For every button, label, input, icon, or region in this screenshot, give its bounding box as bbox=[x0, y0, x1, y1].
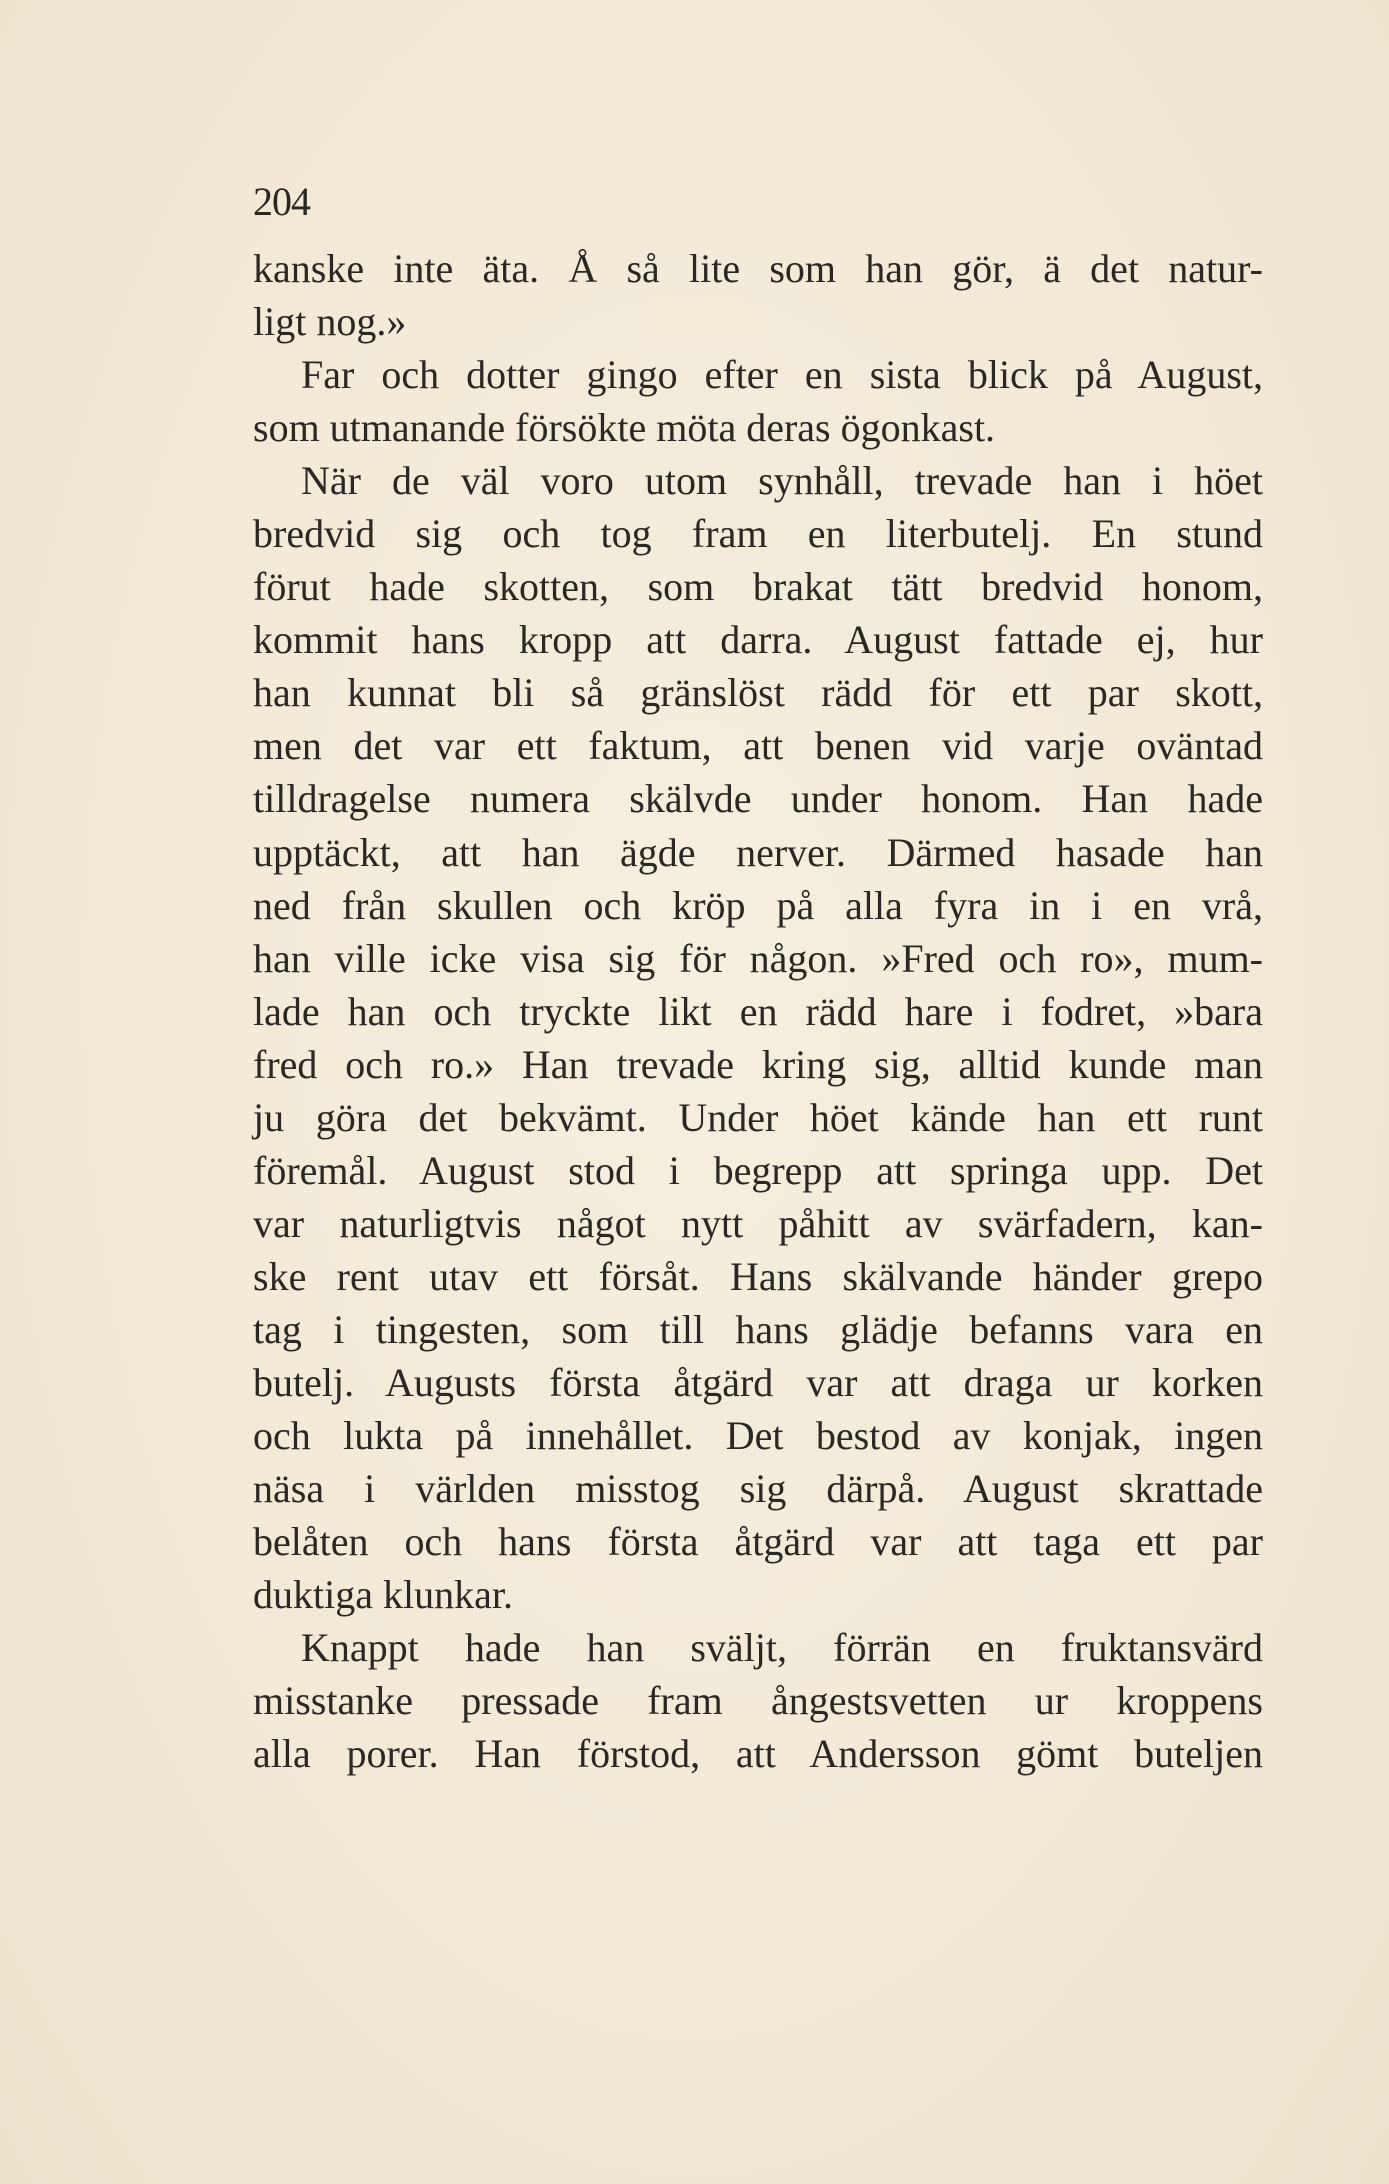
text-line: fred och ro.» Han trevade kring sig, alltid kunde man bbox=[253, 1041, 1263, 1087]
text-line: och lukta på innehållet. Det bestod av konjak, ingen bbox=[253, 1413, 1263, 1459]
text-line: duktiga klunkar. bbox=[253, 1572, 513, 1618]
text-line: alla porer. Han förstod, att Andersson gömt buteljen bbox=[253, 1731, 1263, 1777]
text-line: När de väl voro utom synhåll, trevade han i höet bbox=[301, 458, 1263, 504]
page-number: 204 bbox=[253, 179, 310, 224]
text-line: näsa i världen misstog sig därpå. August skrattade bbox=[253, 1466, 1263, 1512]
body-text bbox=[253, 242, 1263, 1780]
text-line: tag i tingesten, som till hans glädje befanns vara en bbox=[253, 1306, 1263, 1352]
text-line: butelj. Augusts första åtgärd var att draga ur korken bbox=[253, 1359, 1263, 1405]
text-line: han ville icke visa sig för någon. »Fred och ro», mum- bbox=[253, 935, 1263, 981]
text-line: föremål. August stod i begrepp att springa upp. Det bbox=[253, 1147, 1263, 1193]
text-line: ned från skullen och kröp på alla fyra in i en vrå, bbox=[253, 882, 1263, 928]
text-line: förut hade skotten, som brakat tätt bredvid honom, bbox=[253, 564, 1263, 610]
text-line: men det var ett faktum, att benen vid varje oväntad bbox=[253, 723, 1263, 769]
text-line: som utmanande försökte möta deras ögonkast. bbox=[253, 405, 996, 451]
text-line: misstanke pressade fram ångestsvetten ur kroppens bbox=[253, 1678, 1263, 1724]
text-line: Knappt hade han sväljt, förrän en fruktansvärd bbox=[301, 1625, 1263, 1671]
text-line: lade han och tryckte likt en rädd hare i fodret, »bara bbox=[253, 988, 1263, 1034]
text-line: belåten och hans första åtgärd var att taga ett par bbox=[253, 1519, 1263, 1565]
text-line: bredvid sig och tog fram en literbutelj. En stund bbox=[253, 511, 1263, 557]
text-line: var naturligtvis något nytt påhitt av svärfadern, kan- bbox=[253, 1200, 1263, 1246]
text-line: ske rent utav ett försåt. Hans skälvande händer grepo bbox=[253, 1253, 1263, 1299]
text-line: tilldragelse numera skälvde under honom. Han hade bbox=[253, 776, 1263, 822]
text-line: upptäckt, att han ägde nerver. Därmed hasade han bbox=[253, 829, 1263, 875]
text-line: han kunnat bli så gränslöst rädd för ett par skott, bbox=[253, 670, 1263, 716]
text-line: ligt nog.» bbox=[253, 299, 407, 345]
text-line: Far och dotter gingo efter en sista blick på August, bbox=[301, 352, 1263, 398]
text-line: kanske inte äta. Å så lite som han gör, ä det natur- bbox=[253, 246, 1263, 291]
text-line: kommit hans kropp att darra. August fattade ej, hur bbox=[253, 617, 1263, 663]
text-line: ju göra det bekvämt. Under höet kände han ett runt bbox=[253, 1094, 1263, 1140]
